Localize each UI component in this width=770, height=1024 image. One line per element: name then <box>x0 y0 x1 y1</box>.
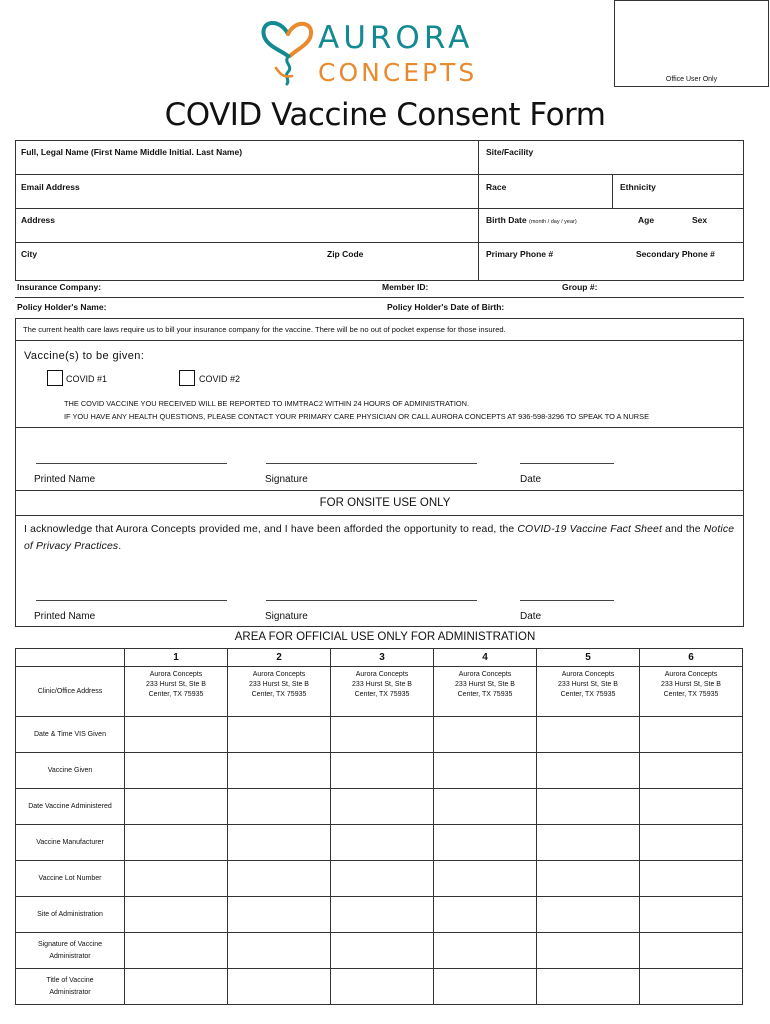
admin-input-cell[interactable] <box>537 789 640 825</box>
admin-header-row <box>16 649 743 667</box>
admin-input-cell[interactable] <box>228 753 331 789</box>
vaccine-heading: Vaccine(s) to be given: <box>24 350 145 362</box>
admin-input-cell[interactable] <box>640 861 743 897</box>
row-label-vaccine-given: Vaccine Given <box>16 753 125 789</box>
table-row <box>16 789 743 825</box>
table-row <box>16 717 743 753</box>
immtrac-notice: THE COVID VACCINE YOU RECEIVED WILL BE REPORTED TO IMMTRAC2 WITHIN 24 HOURS OF ADMINISTRATION. <box>64 399 470 408</box>
admin-input-cell[interactable] <box>640 825 743 861</box>
admin-input-cell[interactable] <box>331 861 434 897</box>
onsite-signature-line[interactable] <box>266 600 477 601</box>
date-line[interactable] <box>520 463 614 464</box>
admin-input-cell[interactable] <box>331 717 434 753</box>
signature-label: Signature <box>265 474 308 485</box>
admin-input-cell[interactable] <box>537 825 640 861</box>
admin-input-cell[interactable] <box>640 897 743 933</box>
admin-input-cell[interactable] <box>434 897 537 933</box>
form-title: COVID Vaccine Consent Form <box>164 97 606 133</box>
admin-input-cell[interactable] <box>125 717 228 753</box>
admin-input-cell[interactable] <box>331 825 434 861</box>
admin-input-cell[interactable] <box>331 789 434 825</box>
admin-input-cell[interactable] <box>537 969 640 1005</box>
secondary-phone-label: Secondary Phone # <box>636 249 715 259</box>
row-label-date-administered: Date Vaccine Administered <box>16 789 125 825</box>
admin-input-cell[interactable] <box>228 897 331 933</box>
clinic-address-cell: Aurora Concepts 233 Hurst St, Ste B Center, TX 75935 <box>434 667 537 717</box>
insurance-label: Insurance Company: <box>17 282 102 292</box>
ethnicity-field[interactable] <box>613 193 743 207</box>
admin-input-cell[interactable] <box>640 717 743 753</box>
birth-date-label <box>486 215 577 225</box>
admin-input-cell[interactable] <box>640 789 743 825</box>
admin-input-cell[interactable] <box>434 861 537 897</box>
admin-input-cell[interactable] <box>434 789 537 825</box>
col-header: 5 <box>537 649 640 667</box>
admin-input-cell[interactable] <box>228 717 331 753</box>
consent-body-box <box>15 318 744 627</box>
group-label: Group #: <box>562 282 598 292</box>
col-header: 1 <box>125 649 228 667</box>
clinic-address-cell: Aurora Concepts 233 Hurst St, Ste B Center, TX 75935 <box>331 667 434 717</box>
col-header: 6 <box>640 649 743 667</box>
onsite-heading: FOR ONSITE USE ONLY <box>319 497 451 509</box>
col-header: 4 <box>434 649 537 667</box>
admin-input-cell[interactable] <box>125 933 228 969</box>
admin-corner-cell <box>16 649 125 667</box>
admin-input-cell[interactable] <box>228 969 331 1005</box>
logo-text-concepts: CONCEPTS <box>318 58 478 87</box>
admin-input-cell[interactable] <box>331 933 434 969</box>
table-row <box>16 825 743 861</box>
sex-label: Sex <box>692 215 708 225</box>
onsite-printed-name-line[interactable] <box>36 600 227 601</box>
clinic-address-cell: Aurora Concepts 233 Hurst St, Ste B Center, TX 75935 <box>125 667 228 717</box>
site-label: Site/Facility <box>486 147 534 157</box>
clinic-address-cell: Aurora Concepts 233 Hurst St, Ste B Center, TX 75935 <box>640 667 743 717</box>
row-label-site: Site of Administration <box>16 897 125 933</box>
member-id-label: Member ID: <box>382 282 429 292</box>
primary-phone-label: Primary Phone # <box>486 249 554 259</box>
admin-input-cell[interactable] <box>537 753 640 789</box>
covid-2-label: COVID #2 <box>199 374 241 384</box>
admin-input-cell[interactable] <box>640 753 743 789</box>
admin-input-cell[interactable] <box>434 717 537 753</box>
health-questions-notice: IF YOU HAVE ANY HEALTH QUESTIONS, PLEASE CONTACT YOUR PRIMARY CARE PHYSICIAN OR CALL AURORA CONCEPTS AT 936-598-3296 TO SPEAK TO A NURSE <box>64 412 649 421</box>
insurance-note: The current health care laws require us to bill your insurance company for the vaccine. There will be no out of pocket expense for those insured. <box>23 325 506 334</box>
ack-fact-sheet: COVID-19 Vaccine Fact Sheet <box>517 524 662 535</box>
policy-dob-label: Policy Holder's Date of Birth: <box>387 302 505 312</box>
aurora-concepts-logo <box>258 12 523 86</box>
ack-part-2: and the <box>661 524 704 535</box>
admin-input-cell[interactable] <box>125 825 228 861</box>
admin-input-cell[interactable] <box>640 933 743 969</box>
row-label-vis-given: Date & Time VIS Given <box>16 717 125 753</box>
table-row <box>16 753 743 789</box>
address-field[interactable] <box>16 226 477 241</box>
birth-date-text: Birth Date <box>486 215 527 225</box>
admin-input-cell[interactable] <box>125 861 228 897</box>
admin-input-cell[interactable] <box>228 789 331 825</box>
onsite-printed-name-label: Printed Name <box>34 611 96 622</box>
logo-text-aurora: AURORA <box>318 20 474 56</box>
admin-input-cell[interactable] <box>537 933 640 969</box>
signature-line[interactable] <box>266 463 477 464</box>
row-label-lot-number: Vaccine Lot Number <box>16 861 125 897</box>
covid-2-checkbox[interactable] <box>179 370 195 386</box>
col-header: 3 <box>331 649 434 667</box>
email-field[interactable] <box>16 193 477 207</box>
row-label-manufacturer: Vaccine Manufacturer <box>16 825 125 861</box>
full-name-label: Full, Legal Name (First Name Middle Initial. Last Name) <box>21 147 243 157</box>
policy-holder-label: Policy Holder's Name: <box>17 302 107 312</box>
table-row <box>16 897 743 933</box>
row-label-administrator-signature: Signature of Vaccine Administrator <box>16 933 125 969</box>
ack-privacy: Notice of Privacy Practices <box>24 524 735 552</box>
admin-input-cell[interactable] <box>331 969 434 1005</box>
admin-input-cell[interactable] <box>434 753 537 789</box>
ack-part-3: . <box>118 541 122 552</box>
printed-name-label: Printed Name <box>34 474 96 485</box>
admin-input-cell[interactable] <box>228 825 331 861</box>
race-label: Race <box>486 182 507 192</box>
admin-input-cell[interactable] <box>228 861 331 897</box>
covid-1-checkbox[interactable] <box>47 370 63 386</box>
admin-input-cell[interactable] <box>125 897 228 933</box>
clinic-address-row <box>16 667 743 717</box>
admin-table <box>15 648 743 1005</box>
zip-label: Zip Code <box>327 249 364 259</box>
email-label: Email Address <box>21 182 80 192</box>
clinic-address-cell: Aurora Concepts 233 Hurst St, Ste B Center, TX 75935 <box>537 667 640 717</box>
admin-heading: AREA FOR OFFICIAL USE ONLY FOR ADMINISTRATION <box>234 631 536 643</box>
admin-input-cell[interactable] <box>125 753 228 789</box>
admin-input-cell[interactable] <box>331 897 434 933</box>
printed-name-line[interactable] <box>36 463 227 464</box>
admin-input-cell[interactable] <box>434 933 537 969</box>
onsite-date-line[interactable] <box>520 600 614 601</box>
ack-part-1: I acknowledge that Aurora Concepts provided me, and I have been afforded the opportunity to read, the <box>24 524 518 535</box>
birth-date-hint: (month / day / year) <box>529 219 577 225</box>
col-header: 2 <box>228 649 331 667</box>
city-label: City <box>21 249 38 259</box>
table-row <box>16 861 743 897</box>
covid-1-label: COVID #1 <box>66 374 108 384</box>
heart-logo-icon <box>258 12 318 86</box>
admin-input-cell[interactable] <box>125 789 228 825</box>
admin-input-cell[interactable] <box>537 897 640 933</box>
admin-input-cell[interactable] <box>125 969 228 1005</box>
admin-input-cell[interactable] <box>331 753 434 789</box>
onsite-signature-label: Signature <box>265 611 308 622</box>
race-field[interactable] <box>479 193 611 207</box>
full-name-field[interactable] <box>16 158 477 173</box>
clinic-address-cell: Aurora Concepts 233 Hurst St, Ste B Center, TX 75935 <box>228 667 331 717</box>
table-row <box>16 933 743 969</box>
admin-input-cell[interactable] <box>537 717 640 753</box>
site-field[interactable] <box>479 158 743 173</box>
table-row <box>16 969 743 1005</box>
office-use-label: Office User Only <box>665 76 718 83</box>
admin-input-cell[interactable] <box>537 861 640 897</box>
ethnicity-label: Ethnicity <box>620 182 656 192</box>
city-zip-field[interactable] <box>16 260 477 280</box>
clinic-address-label: Clinic/Office Address <box>16 667 125 717</box>
acknowledgement-text <box>24 521 740 555</box>
admin-input-cell[interactable] <box>434 825 537 861</box>
admin-input-cell[interactable] <box>228 933 331 969</box>
admin-input-cell[interactable] <box>434 969 537 1005</box>
admin-input-cell[interactable] <box>640 969 743 1005</box>
address-label: Address <box>21 215 56 225</box>
date-label: Date <box>520 474 542 485</box>
office-use-box <box>614 0 769 87</box>
onsite-date-label: Date <box>520 611 542 622</box>
row-label-administrator-title: Title of Vaccine Administrator <box>16 969 125 1005</box>
age-label: Age <box>638 215 655 225</box>
